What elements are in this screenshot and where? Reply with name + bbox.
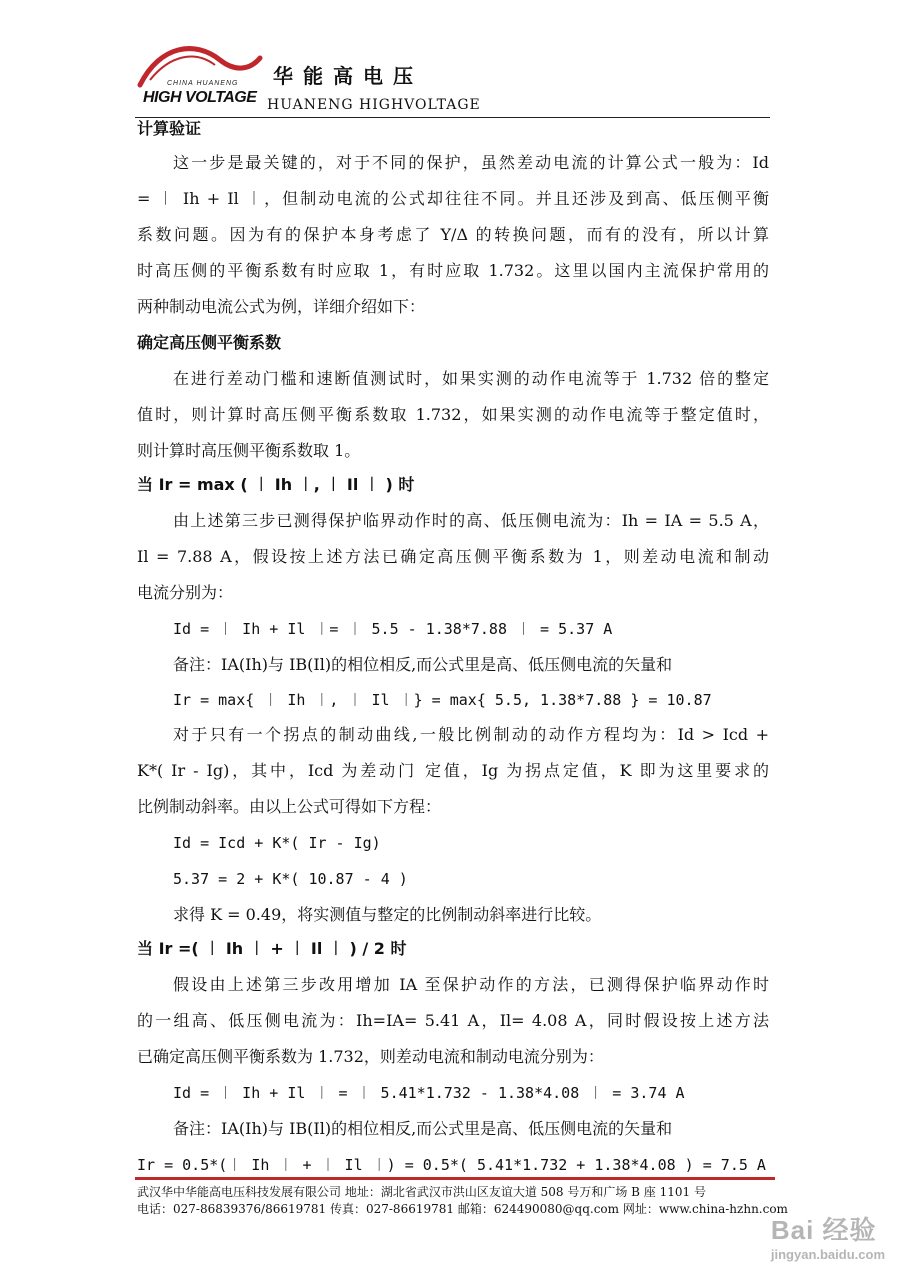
paragraph-line: 时高压侧的平衡系数有时应取 1，有时应取 1.732。这里以国内主流保护常用的 (137, 261, 769, 280)
paragraph-line: 已确定高压侧平衡系数为 1.732，则差动电流和制动电流分别为： (137, 1047, 604, 1066)
page-header (135, 30, 770, 120)
heading-ir-avg: 当 Ir =( ︱ Ih ︱ + ︱ Il ︱ ) / 2 时 (137, 939, 407, 958)
paragraph-line: 在进行差动门槛和速断值测试时，如果实测的动作电流等于 1.732 倍的整定 (173, 369, 769, 388)
note-line: 备注：IA(Ih)与 IB(Il)的相位相反,而公式里是高、低压侧电流的矢量和 (173, 1119, 673, 1138)
paragraph-line: 对于只有一个拐点的制动曲线,一般比例制动的动作方程均为：Id > Icd + (173, 725, 769, 744)
footer-divider (135, 1177, 775, 1180)
company-name-cn: 华能高电压 (273, 64, 423, 88)
watermark-brand: Bai 经验 (770, 1215, 877, 1245)
formula-line: 5.37 = 2 + K*( 10.87 - 4 ) (173, 870, 408, 888)
formula-line: Ir = max{ ︱ Ih ︱, ︱ Il ︱} = max{ 5.5, 1.38*7.88 } = 10.87 (173, 691, 712, 709)
formula-line: Id = ︱ Ih + Il ︱= ︱ 5.5 - 1.38*7.88 ︱ = 5.37 A (173, 620, 613, 638)
paragraph-line: 电流分别为： (137, 583, 234, 602)
paragraph-line: K*( Ir - Ig)，其中，Icd 为差动门 定值，Ig 为拐点定值，K 即为这里要求的 (137, 761, 769, 780)
formula-line: Id = ︱ Ih + Il ︱ = ︱ 5.41*1.732 - 1.38*4.08 ︱ = 3.74 A (173, 1084, 685, 1102)
paragraph-line: = ︱ Ih + Il ︱，但制动电流的公式却往往不同。并且还涉及到高、低压侧平衡 (137, 189, 769, 208)
heading-calc-verify: 计算验证 (137, 119, 202, 138)
paragraph-line: 的一组高、低压侧电流为：Ih=IA= 5.41 A，Il= 4.08 A，同时假设按上述方法 (137, 1011, 769, 1030)
company-logo (135, 40, 285, 120)
paragraph-line: 由上述第三步已测得保护临界动作时的高、低压侧电流为：Ih = IA = 5.5 A， (173, 511, 769, 530)
paragraph-line: 则计算时高压侧平衡系数取 1。 (137, 441, 361, 460)
formula-line: Ir = 0.5*(︱ Ih ︱ + ︱ Il ︱) = 0.5*( 5.41*1.732 + 1.38*4.08 ) = 7.5 A (137, 1156, 766, 1174)
watermark-url: jingyan.baidu.com (770, 1247, 885, 1262)
paragraph-line: Il = 7.88 A，假设按上述方法已确定高压侧平衡系数为 1，则差动电流和制动 (137, 547, 769, 566)
heading-ir-max: 当 Ir = max ( ︱ Ih ︱, ︱ Il ︱ ) 时 (137, 475, 415, 494)
result-line: 求得 K = 0.49，将实测值与整定的比例制动斜率进行比较。 (173, 905, 602, 924)
company-name-en: HUANENG HIGHVOLTAGE (267, 97, 481, 113)
header-divider (135, 117, 770, 118)
logo-small-text: CHINA HUANENG (167, 80, 239, 87)
paragraph-line: 两种制动电流公式为例，详细介绍如下： (137, 297, 426, 316)
paragraph-line: 系数问题。因为有的保护本身考虑了 Y/Δ 的转换问题，而有的没有，所以计算 (137, 225, 769, 244)
paragraph-line: 这一步是最关键的，对于不同的保护，虽然差动电流的计算公式一般为：Id (173, 153, 769, 172)
paragraph-line: 比例制动斜率。由以上公式可得如下方程： (137, 797, 442, 816)
logo-main-text: HIGH VOLTAGE (143, 89, 257, 106)
formula-line: Id = Icd + K*( Ir - Ig) (173, 834, 381, 852)
heading-balance-coef: 确定高压侧平衡系数 (137, 333, 282, 352)
paragraph-line: 假设由上述第三步改用增加 IA 至保护动作的方法，已测得保护临界动作时 (173, 975, 769, 994)
baidu-watermark (771, 1210, 885, 1262)
note-line: 备注：IA(Ih)与 IB(Il)的相位相反,而公式里是高、低压侧电流的矢量和 (173, 655, 673, 674)
footer-contact: 电话：027-86839376/86619781 传真：027-86619781 邮箱：624490080@qq.com 网址：www.china-hzhn.com (137, 1202, 788, 1216)
paragraph-line: 值时，则计算时高压侧平衡系数取 1.732，如果实测的动作电流等于整定值时， (137, 405, 769, 424)
footer-address: 武汉华中华能高电压科技发展有限公司 地址：湖北省武汉市洪山区友谊大道 508 号万和广场 B 座 1101 号 (137, 1185, 706, 1199)
page-footer (137, 1184, 787, 1218)
